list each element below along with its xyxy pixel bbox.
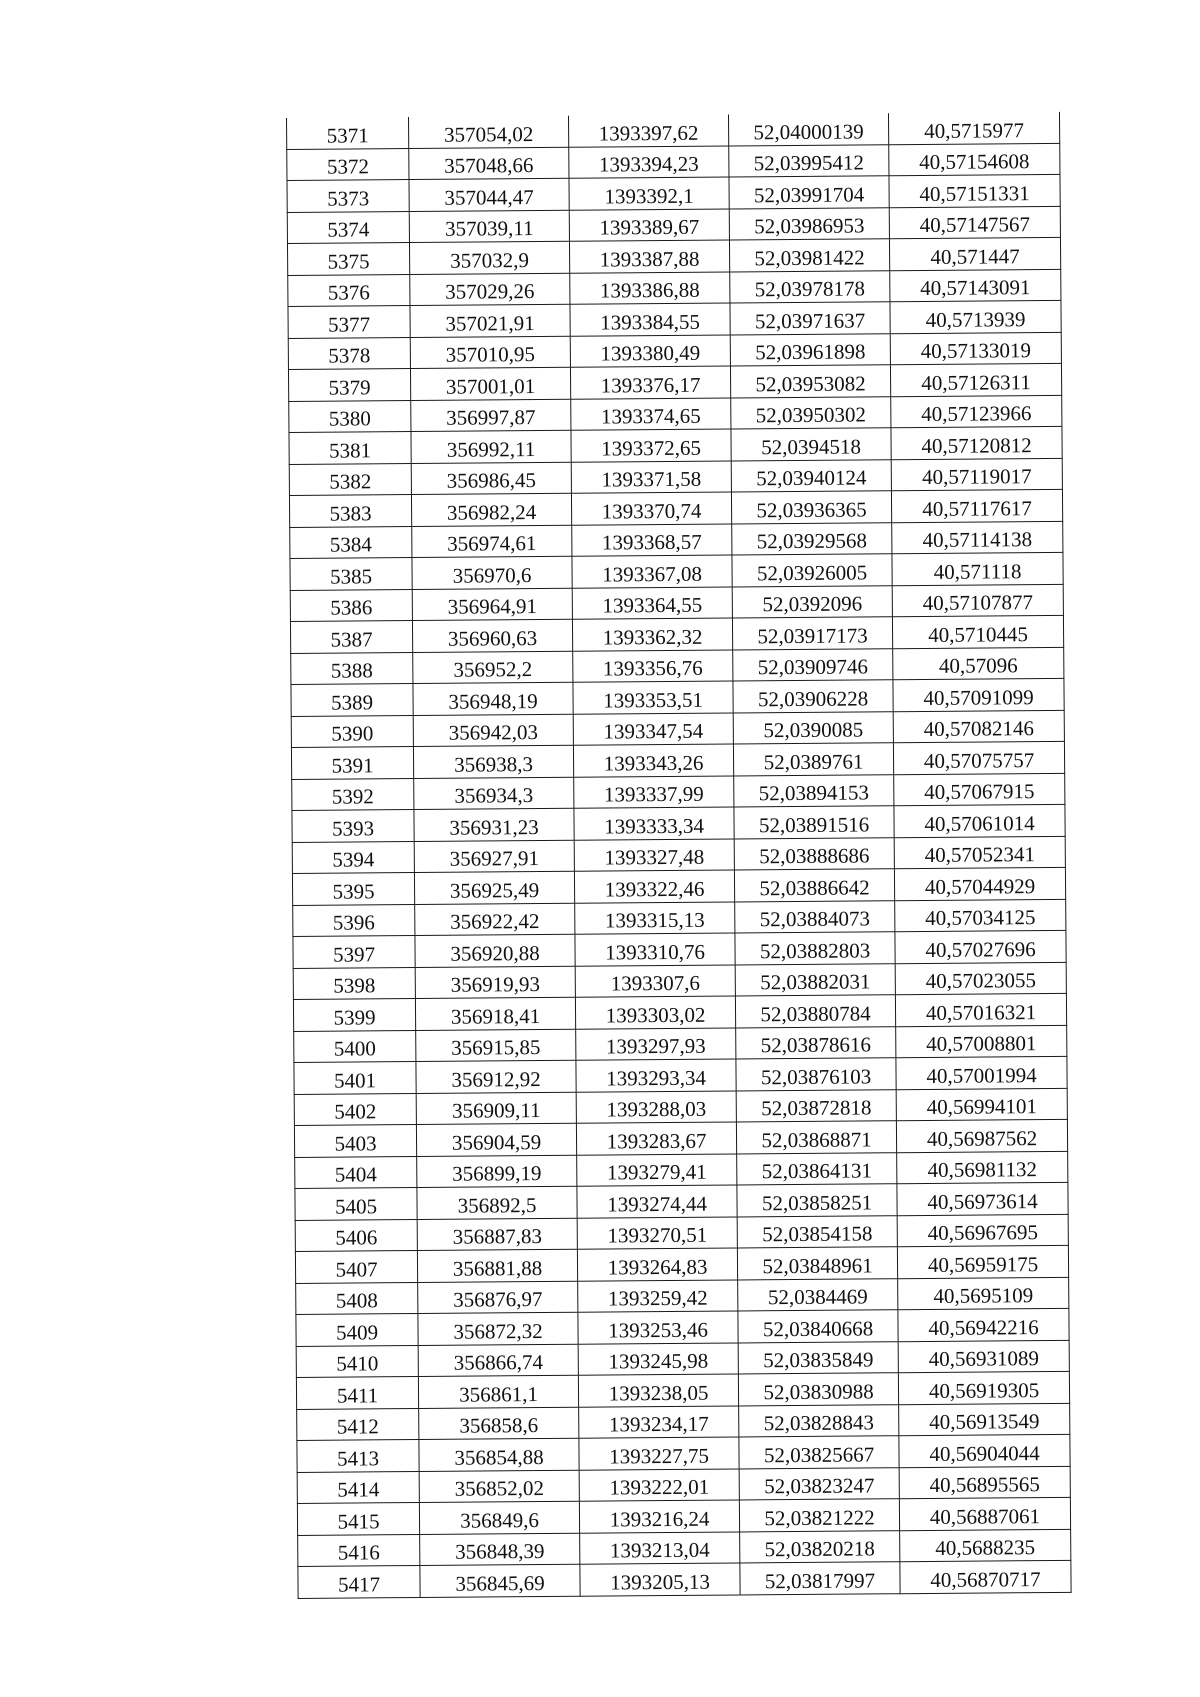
x-coordinate-cell: 356920,88 bbox=[415, 934, 575, 967]
y-coordinate-cell: 1393216,24 bbox=[579, 1500, 739, 1533]
y-coordinate-cell: 1393368,57 bbox=[572, 524, 732, 557]
point-number-cell: 5374 bbox=[287, 211, 409, 243]
longitude-cell: 40,57075757 bbox=[893, 741, 1064, 774]
x-coordinate-cell: 356892,5 bbox=[417, 1186, 577, 1219]
x-coordinate-cell: 356861,1 bbox=[418, 1375, 578, 1408]
x-coordinate-cell: 357001,01 bbox=[410, 367, 570, 400]
point-number-cell: 5390 bbox=[291, 715, 413, 747]
x-coordinate-cell: 356909,11 bbox=[416, 1092, 576, 1125]
point-number-cell: 5375 bbox=[287, 243, 409, 275]
y-coordinate-cell: 1393376,17 bbox=[570, 366, 730, 399]
longitude-cell: 40,57067915 bbox=[894, 773, 1065, 806]
y-coordinate-cell: 1393327,48 bbox=[574, 839, 734, 872]
latitude-cell: 52,03830988 bbox=[738, 1373, 898, 1406]
x-coordinate-cell: 357021,91 bbox=[410, 304, 570, 337]
latitude-cell: 52,03940124 bbox=[731, 459, 891, 492]
longitude-cell: 40,57143091 bbox=[890, 269, 1061, 302]
longitude-cell: 40,57119017 bbox=[891, 458, 1062, 491]
longitude-cell: 40,57117617 bbox=[891, 489, 1062, 522]
longitude-cell: 40,56870717 bbox=[900, 1560, 1071, 1593]
point-number-cell: 5400 bbox=[294, 1030, 416, 1062]
latitude-cell: 52,03864131 bbox=[737, 1152, 897, 1185]
coordinates-table-body bbox=[286, 112, 1071, 1598]
y-coordinate-cell: 1393253,46 bbox=[578, 1311, 738, 1344]
x-coordinate-cell: 357032,9 bbox=[409, 241, 569, 274]
y-coordinate-cell: 1393397,62 bbox=[568, 115, 728, 147]
point-number-cell: 5402 bbox=[294, 1093, 416, 1125]
x-coordinate-cell: 356934,3 bbox=[414, 777, 574, 810]
y-coordinate-cell: 1393386,88 bbox=[570, 272, 730, 305]
point-number-cell: 5408 bbox=[296, 1282, 418, 1314]
y-coordinate-cell: 1393367,08 bbox=[572, 555, 732, 588]
latitude-cell: 52,03868871 bbox=[736, 1121, 896, 1154]
y-coordinate-cell: 1393293,34 bbox=[576, 1059, 736, 1092]
point-number-cell: 5385 bbox=[290, 558, 412, 590]
y-coordinate-cell: 1393315,13 bbox=[575, 902, 735, 935]
point-number-cell: 5415 bbox=[297, 1502, 419, 1534]
x-coordinate-cell: 356848,39 bbox=[420, 1533, 580, 1566]
latitude-cell: 52,03854158 bbox=[737, 1215, 897, 1248]
point-number-cell: 5372 bbox=[287, 148, 409, 180]
point-number-cell: 5406 bbox=[295, 1219, 417, 1251]
point-number-cell: 5416 bbox=[298, 1534, 420, 1566]
latitude-cell: 52,03936365 bbox=[731, 491, 891, 524]
x-coordinate-cell: 356986,45 bbox=[411, 462, 571, 495]
point-number-cell: 5413 bbox=[297, 1439, 419, 1471]
x-coordinate-cell: 356852,02 bbox=[419, 1470, 579, 1503]
latitude-cell: 52,03917173 bbox=[732, 617, 892, 650]
x-coordinate-cell: 356899,19 bbox=[417, 1155, 577, 1188]
point-number-cell: 5377 bbox=[288, 306, 410, 338]
point-number-cell: 5378 bbox=[288, 337, 410, 369]
x-coordinate-cell: 357039,11 bbox=[409, 210, 569, 243]
coordinates-table-wrapper bbox=[286, 112, 1071, 1599]
point-number-cell: 5397 bbox=[293, 936, 415, 968]
latitude-cell: 52,03823247 bbox=[739, 1467, 899, 1500]
x-coordinate-cell: 356938,3 bbox=[413, 745, 573, 778]
point-number-cell: 5399 bbox=[293, 999, 415, 1031]
latitude-cell: 52,03835849 bbox=[738, 1341, 898, 1374]
y-coordinate-cell: 1393356,76 bbox=[573, 650, 733, 683]
x-coordinate-cell: 356942,03 bbox=[413, 714, 573, 747]
longitude-cell: 40,5715977 bbox=[888, 112, 1059, 144]
longitude-cell: 40,5710445 bbox=[892, 615, 1063, 648]
point-number-cell: 5380 bbox=[289, 400, 411, 432]
y-coordinate-cell: 1393343,26 bbox=[573, 744, 733, 777]
point-number-cell: 5417 bbox=[298, 1565, 420, 1597]
y-coordinate-cell: 1393238,05 bbox=[578, 1374, 738, 1407]
latitude-cell: 52,03978178 bbox=[730, 270, 890, 303]
latitude-cell: 52,03926005 bbox=[732, 554, 892, 587]
x-coordinate-cell: 356872,32 bbox=[418, 1312, 578, 1345]
latitude-cell: 52,03953082 bbox=[730, 365, 890, 398]
longitude-cell: 40,571118 bbox=[892, 552, 1063, 585]
longitude-cell: 40,56887061 bbox=[899, 1497, 1070, 1530]
longitude-cell: 40,57027696 bbox=[895, 930, 1066, 963]
x-coordinate-cell: 356845,69 bbox=[420, 1564, 580, 1597]
latitude-cell: 52,03821222 bbox=[739, 1499, 899, 1532]
latitude-cell: 52,0384469 bbox=[738, 1278, 898, 1311]
longitude-cell: 40,56987562 bbox=[896, 1119, 1067, 1152]
longitude-cell: 40,57126311 bbox=[890, 363, 1061, 396]
longitude-cell: 40,5713939 bbox=[890, 300, 1061, 333]
longitude-cell: 40,57044929 bbox=[894, 867, 1065, 900]
latitude-cell: 52,0389761 bbox=[733, 743, 893, 776]
point-number-cell: 5398 bbox=[293, 967, 415, 999]
longitude-cell: 40,57123966 bbox=[891, 395, 1062, 428]
latitude-cell: 52,03828843 bbox=[739, 1404, 899, 1437]
point-number-cell: 5387 bbox=[290, 621, 412, 653]
y-coordinate-cell: 1393297,93 bbox=[576, 1027, 736, 1060]
x-coordinate-cell: 356960,63 bbox=[412, 619, 572, 652]
x-coordinate-cell: 356964,91 bbox=[412, 588, 572, 621]
y-coordinate-cell: 1393310,76 bbox=[575, 933, 735, 966]
latitude-cell: 52,03878616 bbox=[736, 1026, 896, 1059]
longitude-cell: 40,57147567 bbox=[889, 206, 1060, 239]
latitude-cell: 52,03961898 bbox=[730, 333, 890, 366]
latitude-cell: 52,03882803 bbox=[735, 932, 895, 965]
y-coordinate-cell: 1393394,23 bbox=[569, 146, 729, 179]
y-coordinate-cell: 1393222,01 bbox=[579, 1468, 739, 1501]
longitude-cell: 40,57034125 bbox=[895, 899, 1066, 932]
y-coordinate-cell: 1393333,34 bbox=[574, 807, 734, 840]
longitude-cell: 40,57133019 bbox=[890, 332, 1061, 365]
longitude-cell: 40,56895565 bbox=[899, 1466, 1070, 1499]
latitude-cell: 52,03817997 bbox=[740, 1562, 900, 1595]
x-coordinate-cell: 357029,26 bbox=[410, 273, 570, 306]
longitude-cell: 40,57107877 bbox=[892, 584, 1063, 617]
longitude-cell: 40,571447 bbox=[889, 237, 1060, 270]
y-coordinate-cell: 1393337,99 bbox=[574, 776, 734, 809]
longitude-cell: 40,56959175 bbox=[897, 1245, 1068, 1278]
latitude-cell: 52,03981422 bbox=[729, 239, 889, 272]
longitude-cell: 40,56994101 bbox=[896, 1088, 1067, 1121]
y-coordinate-cell: 1393259,42 bbox=[578, 1279, 738, 1312]
x-coordinate-cell: 356927,91 bbox=[414, 840, 574, 873]
y-coordinate-cell: 1393205,13 bbox=[580, 1563, 740, 1596]
longitude-cell: 40,57001994 bbox=[896, 1056, 1067, 1089]
latitude-cell: 52,03929568 bbox=[732, 522, 892, 555]
point-number-cell: 5376 bbox=[288, 274, 410, 306]
x-coordinate-cell: 356849,6 bbox=[419, 1501, 579, 1534]
x-coordinate-cell: 356918,41 bbox=[415, 997, 575, 1030]
y-coordinate-cell: 1393371,58 bbox=[571, 461, 731, 494]
latitude-cell: 52,03909746 bbox=[733, 648, 893, 681]
y-coordinate-cell: 1393227,75 bbox=[579, 1437, 739, 1470]
x-coordinate-cell: 357048,66 bbox=[409, 147, 569, 180]
x-coordinate-cell: 356922,42 bbox=[415, 903, 575, 936]
longitude-cell: 40,57008801 bbox=[896, 1025, 1067, 1058]
longitude-cell: 40,56904044 bbox=[899, 1434, 1070, 1467]
x-coordinate-cell: 356970,6 bbox=[412, 556, 572, 589]
point-number-cell: 5389 bbox=[291, 684, 413, 716]
longitude-cell: 40,56913549 bbox=[899, 1403, 1070, 1436]
x-coordinate-cell: 356876,97 bbox=[418, 1281, 578, 1314]
longitude-cell: 40,56931089 bbox=[898, 1340, 1069, 1373]
x-coordinate-cell: 356887,83 bbox=[417, 1218, 577, 1251]
longitude-cell: 40,57061014 bbox=[894, 804, 1065, 837]
latitude-cell: 52,03950302 bbox=[731, 396, 891, 429]
latitude-cell: 52,03840668 bbox=[738, 1310, 898, 1343]
point-number-cell: 5386 bbox=[290, 589, 412, 621]
x-coordinate-cell: 357054,02 bbox=[408, 116, 568, 148]
coordinates-table bbox=[286, 112, 1072, 1599]
point-number-cell: 5394 bbox=[292, 841, 414, 873]
table-row bbox=[298, 1560, 1071, 1598]
point-number-cell: 5412 bbox=[297, 1408, 419, 1440]
point-number-cell: 5407 bbox=[295, 1251, 417, 1283]
longitude-cell: 40,57023055 bbox=[895, 962, 1066, 995]
longitude-cell: 40,57016321 bbox=[895, 993, 1066, 1026]
longitude-cell: 40,56981132 bbox=[897, 1151, 1068, 1184]
y-coordinate-cell: 1393283,67 bbox=[576, 1122, 736, 1155]
x-coordinate-cell: 356866,74 bbox=[418, 1344, 578, 1377]
point-number-cell: 5384 bbox=[290, 526, 412, 558]
longitude-cell: 40,5688235 bbox=[900, 1529, 1071, 1562]
y-coordinate-cell: 1393234,17 bbox=[579, 1405, 739, 1438]
longitude-cell: 40,56967695 bbox=[897, 1214, 1068, 1247]
point-number-cell: 5391 bbox=[291, 747, 413, 779]
latitude-cell: 52,03858251 bbox=[737, 1184, 897, 1217]
longitude-cell: 40,56942216 bbox=[898, 1308, 1069, 1341]
y-coordinate-cell: 1393288,03 bbox=[576, 1090, 736, 1123]
y-coordinate-cell: 1393392,1 bbox=[569, 177, 729, 210]
latitude-cell: 52,03971637 bbox=[730, 302, 890, 335]
longitude-cell: 40,57052341 bbox=[894, 836, 1065, 869]
y-coordinate-cell: 1393370,74 bbox=[571, 492, 731, 525]
point-number-cell: 5410 bbox=[296, 1345, 418, 1377]
point-number-cell: 5414 bbox=[297, 1471, 419, 1503]
latitude-cell: 52,03876103 bbox=[736, 1058, 896, 1091]
x-coordinate-cell: 356974,61 bbox=[412, 525, 572, 558]
point-number-cell: 5395 bbox=[292, 873, 414, 905]
x-coordinate-cell: 356982,24 bbox=[411, 493, 571, 526]
longitude-cell: 40,5695109 bbox=[898, 1277, 1069, 1310]
point-number-cell: 5383 bbox=[289, 495, 411, 527]
longitude-cell: 40,57082146 bbox=[893, 710, 1064, 743]
point-number-cell: 5401 bbox=[294, 1062, 416, 1094]
y-coordinate-cell: 1393364,55 bbox=[572, 587, 732, 620]
y-coordinate-cell: 1393374,65 bbox=[571, 398, 731, 431]
x-coordinate-cell: 356948,19 bbox=[413, 682, 573, 715]
y-coordinate-cell: 1393322,46 bbox=[574, 870, 734, 903]
latitude-cell: 52,03880784 bbox=[735, 995, 895, 1028]
latitude-cell: 52,03891516 bbox=[734, 806, 894, 839]
x-coordinate-cell: 356854,88 bbox=[419, 1438, 579, 1471]
x-coordinate-cell: 356904,59 bbox=[416, 1123, 576, 1156]
x-coordinate-cell: 356881,88 bbox=[417, 1249, 577, 1282]
latitude-cell: 52,04000139 bbox=[728, 113, 888, 145]
latitude-cell: 52,03995412 bbox=[729, 144, 889, 177]
point-number-cell: 5373 bbox=[287, 180, 409, 212]
point-number-cell: 5411 bbox=[296, 1376, 418, 1408]
x-coordinate-cell: 357010,95 bbox=[410, 336, 570, 369]
y-coordinate-cell: 1393353,51 bbox=[573, 681, 733, 714]
y-coordinate-cell: 1393380,49 bbox=[570, 335, 730, 368]
y-coordinate-cell: 1393387,88 bbox=[569, 240, 729, 273]
longitude-cell: 40,56919305 bbox=[898, 1371, 1069, 1404]
point-number-cell: 5379 bbox=[288, 369, 410, 401]
x-coordinate-cell: 357044,47 bbox=[409, 178, 569, 211]
longitude-cell: 40,57120812 bbox=[891, 426, 1062, 459]
y-coordinate-cell: 1393274,44 bbox=[577, 1185, 737, 1218]
point-number-cell: 5404 bbox=[295, 1156, 417, 1188]
y-coordinate-cell: 1393307,6 bbox=[575, 964, 735, 997]
longitude-cell: 40,57151331 bbox=[889, 174, 1060, 207]
latitude-cell: 52,03886642 bbox=[734, 869, 894, 902]
latitude-cell: 52,03882031 bbox=[735, 963, 895, 996]
x-coordinate-cell: 356915,85 bbox=[416, 1029, 576, 1062]
x-coordinate-cell: 356997,87 bbox=[411, 399, 571, 432]
latitude-cell: 52,0390085 bbox=[733, 711, 893, 744]
y-coordinate-cell: 1393213,04 bbox=[580, 1531, 740, 1564]
y-coordinate-cell: 1393264,83 bbox=[577, 1248, 737, 1281]
x-coordinate-cell: 356912,92 bbox=[416, 1060, 576, 1093]
point-number-cell: 5403 bbox=[294, 1125, 416, 1157]
y-coordinate-cell: 1393245,98 bbox=[578, 1342, 738, 1375]
point-number-cell: 5392 bbox=[292, 778, 414, 810]
y-coordinate-cell: 1393362,32 bbox=[572, 618, 732, 651]
y-coordinate-cell: 1393372,65 bbox=[571, 429, 731, 462]
y-coordinate-cell: 1393347,54 bbox=[573, 713, 733, 746]
longitude-cell: 40,57096 bbox=[893, 647, 1064, 680]
point-number-cell: 5393 bbox=[292, 810, 414, 842]
y-coordinate-cell: 1393389,67 bbox=[569, 209, 729, 242]
latitude-cell: 52,03894153 bbox=[734, 774, 894, 807]
point-number-cell: 5409 bbox=[296, 1314, 418, 1346]
latitude-cell: 52,03848961 bbox=[737, 1247, 897, 1280]
x-coordinate-cell: 356992,11 bbox=[411, 430, 571, 463]
latitude-cell: 52,0392096 bbox=[732, 585, 892, 618]
longitude-cell: 40,56973614 bbox=[897, 1182, 1068, 1215]
point-number-cell: 5371 bbox=[286, 117, 408, 149]
x-coordinate-cell: 356925,49 bbox=[414, 871, 574, 904]
latitude-cell: 52,03906228 bbox=[733, 680, 893, 713]
x-coordinate-cell: 356931,23 bbox=[414, 808, 574, 841]
longitude-cell: 40,57154608 bbox=[889, 143, 1060, 176]
point-number-cell: 5388 bbox=[291, 652, 413, 684]
y-coordinate-cell: 1393384,55 bbox=[570, 303, 730, 336]
point-number-cell: 5396 bbox=[293, 904, 415, 936]
x-coordinate-cell: 356858,6 bbox=[419, 1407, 579, 1440]
latitude-cell: 52,0394518 bbox=[731, 428, 891, 461]
point-number-cell: 5381 bbox=[289, 432, 411, 464]
y-coordinate-cell: 1393303,02 bbox=[575, 996, 735, 1029]
point-number-cell: 5382 bbox=[289, 463, 411, 495]
latitude-cell: 52,03986953 bbox=[729, 207, 889, 240]
latitude-cell: 52,03825667 bbox=[739, 1436, 899, 1469]
x-coordinate-cell: 356952,2 bbox=[413, 651, 573, 684]
longitude-cell: 40,57114138 bbox=[892, 521, 1063, 554]
latitude-cell: 52,03872818 bbox=[736, 1089, 896, 1122]
y-coordinate-cell: 1393279,41 bbox=[577, 1153, 737, 1186]
longitude-cell: 40,57091099 bbox=[893, 678, 1064, 711]
y-coordinate-cell: 1393270,51 bbox=[577, 1216, 737, 1249]
latitude-cell: 52,03884073 bbox=[735, 900, 895, 933]
latitude-cell: 52,03820218 bbox=[740, 1530, 900, 1563]
x-coordinate-cell: 356919,93 bbox=[415, 966, 575, 999]
latitude-cell: 52,03888686 bbox=[734, 837, 894, 870]
point-number-cell: 5405 bbox=[295, 1188, 417, 1220]
latitude-cell: 52,03991704 bbox=[729, 176, 889, 209]
